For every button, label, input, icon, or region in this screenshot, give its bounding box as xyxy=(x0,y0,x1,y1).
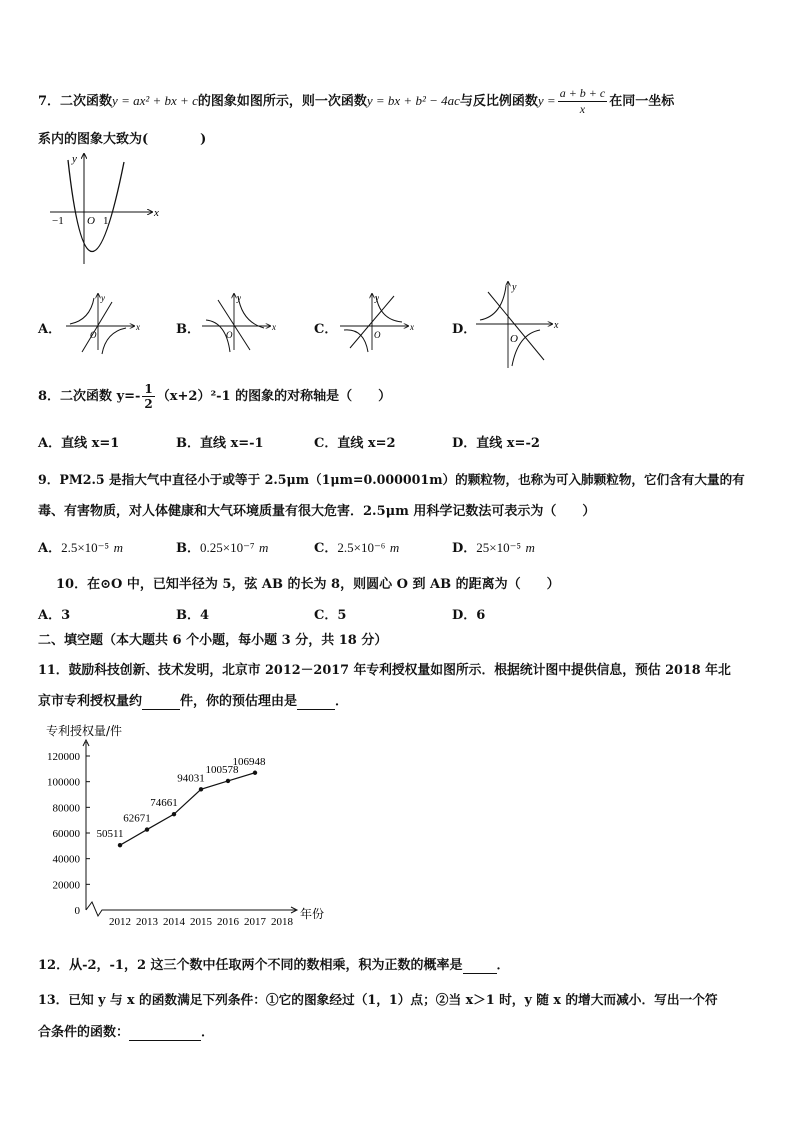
q9-line2: 毒、有害物质，对人体健康和大气环境质量有很大危害．2.5μm 用科学记数法可表示为（ ） xyxy=(38,504,596,519)
q7-option-d-label[interactable]: D． xyxy=(452,322,477,337)
q9-option-b-label: B． xyxy=(176,541,200,556)
q11-answer-blank-2[interactable] xyxy=(297,694,335,710)
q8-option-c[interactable]: C．直线 x=2 xyxy=(314,436,396,451)
q7-option-a-label[interactable]: A． xyxy=(38,322,62,337)
chart-y-tick-label: 0 xyxy=(74,905,80,917)
svg-text:y: y xyxy=(375,293,379,303)
chart-data-label: 106948 xyxy=(232,755,266,768)
q7-inverse-eq-lhs: y = xyxy=(537,93,556,108)
q7-option-d-graph[interactable] xyxy=(474,280,564,370)
q12-text-post: ． xyxy=(496,958,510,973)
chart-x-tick-label: 2014 xyxy=(163,916,185,928)
section-2-heading: 二、填空题（本大题共 6 个小题，每小题 3 分，共 18 分） xyxy=(38,633,388,648)
chart-data-point xyxy=(145,827,149,831)
q9-option-a-value: 2.5×10⁻⁵ xyxy=(61,540,110,555)
chart-x-axis-title: 年份 xyxy=(300,907,325,921)
q8-fraction xyxy=(142,382,154,411)
q9-option-b-value: 0.25×10⁻⁷ xyxy=(200,540,255,555)
chart-data-point xyxy=(199,787,203,791)
svg-text:y: y xyxy=(101,293,105,303)
chart-y-tick-label: 80000 xyxy=(52,802,80,815)
q7-x-label: x xyxy=(154,207,159,219)
chart-x-tick-label: 2013 xyxy=(136,916,158,928)
chart-data-label: 50511 xyxy=(96,828,124,841)
q9-option-d[interactable] xyxy=(452,537,535,556)
q11-line1: 11．鼓励科技创新、技术发明，北京市 2012－2017 年专利授权量如图所示．根据统计图中提供信息，预估 2018 年北 xyxy=(38,663,731,678)
q12-answer-blank[interactable] xyxy=(463,958,497,974)
q7-frac-denominator: x xyxy=(579,102,586,116)
q8-suffix: （x+2）²-1 的图象的对称轴是（ ） xyxy=(156,389,392,404)
q9-option-c-unit: m xyxy=(389,540,400,555)
q8-option-a[interactable]: A．直线 x=1 xyxy=(38,436,120,451)
q8-frac-denominator: 2 xyxy=(144,397,153,411)
q12-stem xyxy=(38,954,510,974)
q13-line1: 13．已知 y 与 x 的函数满足下列条件：①它的图象经过（1，1）点；②当 x＞1 时，y 随 x 的增大而减小．写出一个符 xyxy=(38,992,718,1007)
svg-text:x: x xyxy=(554,320,559,331)
q7-line2: 系内的图象大致为( ) xyxy=(38,132,207,147)
q10-stem: 10．在⊙O 中，已知半径为 5，弦 AB 的长为 8，则圆心 O 到 AB 的距离为（ ） xyxy=(56,577,560,592)
chart-y-tick-label: 100000 xyxy=(47,776,80,789)
chart-data-point xyxy=(118,843,122,847)
chart-data-label: 74661 xyxy=(150,797,178,810)
q13-line2 xyxy=(38,1021,214,1041)
chart-data-point xyxy=(172,812,176,816)
q9-option-a[interactable] xyxy=(38,537,123,556)
chart-y-axis-title: 专利授权量/件 xyxy=(46,724,123,738)
q9-option-a-label: A． xyxy=(38,541,62,556)
q10-option-b[interactable]: B．4 xyxy=(176,608,210,623)
q11-text-pre: 京市专利授权量约 xyxy=(38,694,143,709)
q9-option-b[interactable] xyxy=(176,537,268,556)
svg-text:x: x xyxy=(136,322,140,332)
q7-inverse-eq-fraction xyxy=(558,86,608,117)
chart-data-label: 94031 xyxy=(177,772,205,785)
q7-frac-numerator: a + b + c xyxy=(559,86,606,100)
q13-text-pre: 合条件的函数： xyxy=(38,1025,130,1040)
q7-option-c-graph[interactable] xyxy=(338,292,418,352)
chart-data-point xyxy=(226,779,230,783)
q7-line1 xyxy=(38,86,674,117)
q7-text-post: 在同一坐标 xyxy=(609,94,675,109)
q7-tick-pos1: 1 xyxy=(103,215,109,227)
q7-parabola-graph xyxy=(48,152,168,267)
q13-answer-blank[interactable] xyxy=(129,1025,201,1041)
q9-option-c-value: 2.5×10⁻⁶ xyxy=(337,540,386,555)
q7-option-c-label[interactable]: C． xyxy=(314,322,338,337)
chart-y-tick-label: 40000 xyxy=(52,853,80,866)
q11-text-post: ． xyxy=(335,694,349,709)
q7-y-label: y xyxy=(72,153,77,165)
q7-text-mid1: 的图象如图所示，则一次函数 xyxy=(197,94,367,109)
chart-x-tick-label: 2015 xyxy=(190,916,212,928)
q11-answer-blank-1[interactable] xyxy=(142,694,180,710)
chart-x-tick-label: 2018 xyxy=(271,916,293,928)
svg-text:x: x xyxy=(272,322,276,332)
q7-parabola-curve xyxy=(68,160,124,252)
q9-line1: 9．PM2.5 是指大气中直径小于或等于 2.5μm（1μm=0.000001m）的颗粒物，也称为可入肺颗粒物，它们含有大量的有 xyxy=(38,472,745,487)
q7-linear-eq: y = bx + b² − 4ac xyxy=(366,93,460,108)
q11-text-mid: 件，你的预估理由是 xyxy=(180,694,298,709)
chart-y-tick-label: 120000 xyxy=(47,751,80,763)
q11-patent-chart xyxy=(38,720,338,930)
chart-data-label: 62671 xyxy=(123,812,151,825)
q7-prefix: 7．二次函数 xyxy=(38,94,113,109)
q7-option-b-label[interactable]: B． xyxy=(176,322,200,337)
q9-option-d-unit: m xyxy=(525,540,535,555)
q7-option-b-graph[interactable] xyxy=(200,292,280,352)
svg-text:O: O xyxy=(226,330,233,340)
svg-text:y: y xyxy=(512,282,517,293)
chart-x-axis xyxy=(86,902,296,916)
q9-option-d-label: D． xyxy=(452,541,477,556)
q7-origin-label: O xyxy=(87,215,95,227)
q11-line2 xyxy=(38,690,348,710)
q10-option-d[interactable]: D．6 xyxy=(452,608,486,623)
svg-text:x: x xyxy=(410,322,414,332)
svg-text:y: y xyxy=(237,293,241,303)
q8-stem xyxy=(38,382,391,411)
q8-option-b[interactable]: B．直线 x=-1 xyxy=(176,436,264,451)
chart-y-tick-label: 60000 xyxy=(52,828,80,840)
q9-option-c[interactable] xyxy=(314,537,399,556)
chart-data-label: 100578 xyxy=(205,763,239,776)
chart-x-tick-label: 2012 xyxy=(109,916,131,928)
chart-x-tick-label: 2017 xyxy=(244,916,266,928)
svg-text:O: O xyxy=(510,333,518,345)
q8-option-d[interactable]: D．直线 x=-2 xyxy=(452,436,540,451)
q9-option-c-label: C． xyxy=(314,541,338,556)
q10-option-c[interactable]: C．5 xyxy=(314,608,347,623)
q9-option-b-unit: m xyxy=(259,540,269,555)
q10-option-a[interactable]: A．3 xyxy=(38,608,71,623)
q7-text-mid2: 与反比例函数 xyxy=(459,94,538,109)
chart-data-point xyxy=(253,771,257,775)
svg-text:O: O xyxy=(374,330,381,340)
chart-x-tick-label: 2016 xyxy=(217,916,239,928)
q7-tick-neg1: −1 xyxy=(52,215,64,227)
q13-text-post: ． xyxy=(201,1025,215,1040)
q12-text: 12．从-2，-1，2 这三个数中任取两个不同的数相乘，积为正数的概率是 xyxy=(38,958,463,973)
q7-quadratic-eq: y = ax² + bx + c xyxy=(112,93,198,108)
q7-option-a-graph[interactable] xyxy=(64,292,144,352)
q8-frac-numerator: 1 xyxy=(144,382,153,396)
q9-option-a-unit: m xyxy=(113,540,123,555)
svg-text:O: O xyxy=(90,330,97,340)
chart-y-tick-label: 20000 xyxy=(52,879,80,892)
q9-option-d-value: 25×10⁻⁵ xyxy=(476,540,522,555)
q8-prefix: 8．二次函数 y=- xyxy=(38,389,141,404)
